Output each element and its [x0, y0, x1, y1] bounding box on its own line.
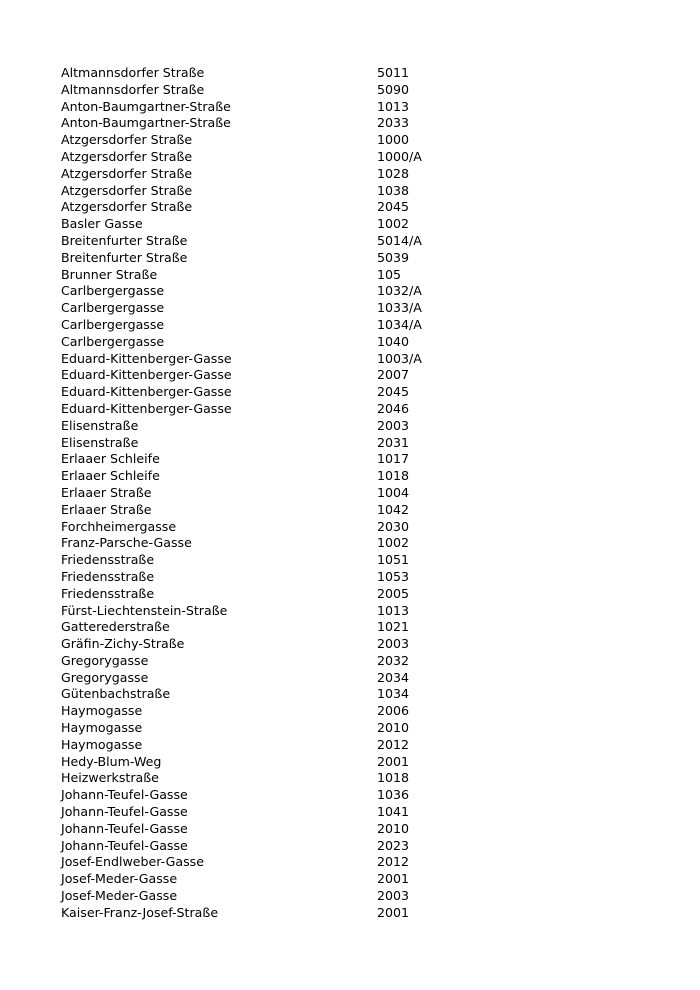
- house-number-cell: 1034/A: [377, 316, 422, 332]
- street-name-cell: Erlaaer Schleife: [61, 468, 160, 484]
- street-name-cell: Eduard-Kittenberger-Gasse: [61, 350, 232, 366]
- street-name-cell: Hedy-Blum-Weg: [61, 753, 162, 769]
- table-row: [61, 115, 477, 132]
- table-row: [61, 737, 477, 754]
- street-name-cell: Atzgersdorfer Straße: [61, 165, 193, 181]
- street-name-cell: Heizwerkstraße: [61, 770, 159, 786]
- house-number-cell: 1003/A: [377, 350, 422, 366]
- street-name-cell: Eduard-Kittenberger-Gasse: [61, 400, 232, 416]
- table-row: [61, 552, 477, 569]
- street-name-cell: Anton-Baumgartner-Straße: [61, 115, 231, 131]
- table-row: [61, 720, 477, 737]
- street-name-cell: Elisenstraße: [61, 417, 139, 433]
- table-row: [61, 166, 477, 183]
- table-row: [61, 267, 477, 284]
- house-number-cell: 2006: [377, 703, 410, 719]
- house-number-cell: 1021: [377, 619, 410, 635]
- street-name-cell: Gatterederstraße: [61, 619, 170, 635]
- street-name-cell: Atzgersdorfer Straße: [61, 132, 193, 148]
- table-row: [61, 686, 477, 703]
- street-name-cell: Altmannsdorfer Straße: [61, 65, 205, 80]
- house-number-cell: 1017: [377, 451, 410, 467]
- house-number-cell: 2034: [377, 669, 410, 685]
- street-name-cell: Josef-Meder-Gasse: [61, 871, 178, 887]
- table-row: [61, 569, 477, 586]
- house-number-cell: 2045: [377, 199, 410, 215]
- table-row: [61, 519, 477, 536]
- house-number-cell: 2032: [377, 652, 410, 668]
- table-row: [61, 418, 477, 435]
- house-number-cell: 5014/A: [377, 232, 422, 248]
- table-row: [61, 502, 477, 519]
- street-name-cell: Breitenfurter Straße: [61, 232, 188, 248]
- table-row: [61, 250, 477, 267]
- street-name-cell: Basler Gasse: [61, 216, 143, 232]
- address-table: [61, 65, 477, 922]
- street-name-cell: Josef-Meder-Gasse: [61, 888, 178, 904]
- street-name-cell: Elisenstraße: [61, 434, 139, 450]
- street-name-cell: Johann-Teufel-Gasse: [61, 787, 188, 803]
- table-row: [61, 384, 477, 401]
- house-number-cell: 2003: [377, 888, 410, 904]
- house-number-cell: 2012: [377, 736, 410, 752]
- house-number-cell: 5090: [377, 81, 410, 97]
- table-row: [61, 703, 477, 720]
- house-number-cell: 2030: [377, 518, 410, 534]
- house-number-cell: 2046: [377, 400, 410, 416]
- house-number-cell: 2001: [377, 753, 410, 769]
- table-row: [61, 619, 477, 636]
- house-number-cell: 1002: [377, 535, 410, 551]
- house-number-cell: 2012: [377, 854, 410, 870]
- house-number-cell: 1002: [377, 216, 410, 232]
- table-row: [61, 586, 477, 603]
- house-number-cell: 2005: [377, 585, 410, 601]
- house-number-cell: 5039: [377, 249, 410, 265]
- street-name-cell: Carlbergergasse: [61, 283, 165, 299]
- table-row: [61, 468, 477, 485]
- street-name-cell: Johann-Teufel-Gasse: [61, 804, 188, 820]
- table-row: [61, 821, 477, 838]
- street-name-cell: Atzgersdorfer Straße: [61, 199, 193, 215]
- house-number-cell: 1000: [377, 132, 410, 148]
- table-row: [61, 401, 477, 418]
- street-name-cell: Kaiser-Franz-Josef-Straße: [61, 904, 219, 920]
- street-name-cell: Eduard-Kittenberger-Gasse: [61, 367, 232, 383]
- street-name-cell: Haymogasse: [61, 736, 143, 752]
- house-number-cell: 2045: [377, 384, 410, 400]
- street-name-cell: Carlbergergasse: [61, 316, 165, 332]
- table-row: [61, 183, 477, 200]
- table-row: [61, 804, 477, 821]
- house-number-cell: 1034: [377, 686, 410, 702]
- house-number-cell: 1000/A: [377, 148, 422, 164]
- street-name-cell: Haymogasse: [61, 720, 143, 736]
- table-row: [61, 535, 477, 552]
- house-number-cell: 1013: [377, 98, 410, 114]
- street-name-cell: Johann-Teufel-Gasse: [61, 820, 188, 836]
- street-name-cell: Johann-Teufel-Gasse: [61, 837, 188, 853]
- table-row: [61, 888, 477, 905]
- street-name-cell: Erlaaer Schleife: [61, 451, 160, 467]
- table-row: [61, 216, 477, 233]
- house-number-cell: 2001: [377, 871, 410, 887]
- table-row: [61, 233, 477, 250]
- street-name-cell: Gräfin-Zichy-Straße: [61, 636, 185, 652]
- table-row: [61, 905, 477, 922]
- table-row: [61, 435, 477, 452]
- table-row: [61, 300, 477, 317]
- street-name-cell: Fürst-Liechtenstein-Straße: [61, 602, 228, 618]
- street-name-cell: Friedensstraße: [61, 552, 155, 568]
- table-row: [61, 82, 477, 99]
- street-name-cell: Erlaaer Straße: [61, 501, 152, 517]
- house-number-cell: 1036: [377, 787, 410, 803]
- table-row: [61, 787, 477, 804]
- table-row: [61, 871, 477, 888]
- house-number-cell: 1053: [377, 568, 410, 584]
- street-name-cell: Brunner Straße: [61, 266, 158, 282]
- street-name-cell: Gregorygasse: [61, 669, 149, 685]
- house-number-cell: 2023: [377, 837, 410, 853]
- house-number-cell: 2010: [377, 820, 410, 836]
- house-number-cell: 2003: [377, 417, 410, 433]
- street-name-cell: Altmannsdorfer Straße: [61, 81, 205, 97]
- house-number-cell: 2033: [377, 115, 410, 131]
- house-number-cell: 1028: [377, 165, 410, 181]
- table-row: [61, 132, 477, 149]
- table-row: [61, 199, 477, 216]
- street-name-cell: Forchheimergasse: [61, 518, 177, 534]
- street-name-cell: Friedensstraße: [61, 568, 155, 584]
- table-row: [61, 485, 477, 502]
- house-number-cell: 1038: [377, 182, 410, 198]
- house-number-cell: 2003: [377, 636, 410, 652]
- table-row: [61, 367, 477, 384]
- table-row: [61, 451, 477, 468]
- table-row: [61, 99, 477, 116]
- street-name-cell: Franz-Parsche-Gasse: [61, 535, 192, 551]
- table-row: [61, 854, 477, 871]
- street-name-cell: Carlbergergasse: [61, 333, 165, 349]
- house-number-cell: 1004: [377, 484, 410, 500]
- street-name-cell: Carlbergergasse: [61, 300, 165, 316]
- table-row: [61, 149, 477, 166]
- house-number-cell: 1032/A: [377, 283, 422, 299]
- table-row: [61, 334, 477, 351]
- table-row: [61, 754, 477, 771]
- house-number-cell: 1013: [377, 602, 410, 618]
- table-row: [61, 603, 477, 620]
- house-number-cell: 1040: [377, 333, 410, 349]
- table-row: [61, 283, 477, 300]
- table-row: [61, 351, 477, 368]
- street-name-cell: Atzgersdorfer Straße: [61, 148, 193, 164]
- street-name-cell: Breitenfurter Straße: [61, 249, 188, 265]
- house-number-cell: 2001: [377, 904, 410, 920]
- street-name-cell: Eduard-Kittenberger-Gasse: [61, 384, 232, 400]
- street-name-cell: Erlaaer Straße: [61, 484, 152, 500]
- house-number-cell: 2031: [377, 434, 410, 450]
- table-row: [61, 653, 477, 670]
- house-number-cell: 1033/A: [377, 300, 422, 316]
- street-name-cell: Gütenbachstraße: [61, 686, 171, 702]
- house-number-cell: 2010: [377, 720, 410, 736]
- house-number-cell: 1018: [377, 770, 410, 786]
- table-row: [61, 670, 477, 687]
- house-number-cell: 5011: [377, 65, 410, 80]
- street-name-cell: Anton-Baumgartner-Straße: [61, 98, 231, 114]
- table-row: [61, 636, 477, 653]
- table-row: [61, 770, 477, 787]
- table-row: [61, 838, 477, 855]
- house-number-cell: 2007: [377, 367, 410, 383]
- house-number-cell: 1042: [377, 501, 410, 517]
- street-name-cell: Haymogasse: [61, 703, 143, 719]
- street-name-cell: Josef-Endlweber-Gasse: [61, 854, 204, 870]
- street-name-cell: Friedensstraße: [61, 585, 155, 601]
- house-number-cell: 105: [377, 266, 402, 282]
- address-table-body: [61, 65, 477, 922]
- house-number-cell: 1051: [377, 552, 410, 568]
- house-number-cell: 1041: [377, 804, 410, 820]
- street-name-cell: Gregorygasse: [61, 652, 149, 668]
- table-row: [61, 65, 477, 82]
- table-row: [61, 317, 477, 334]
- street-name-cell: Atzgersdorfer Straße: [61, 182, 193, 198]
- house-number-cell: 1018: [377, 468, 410, 484]
